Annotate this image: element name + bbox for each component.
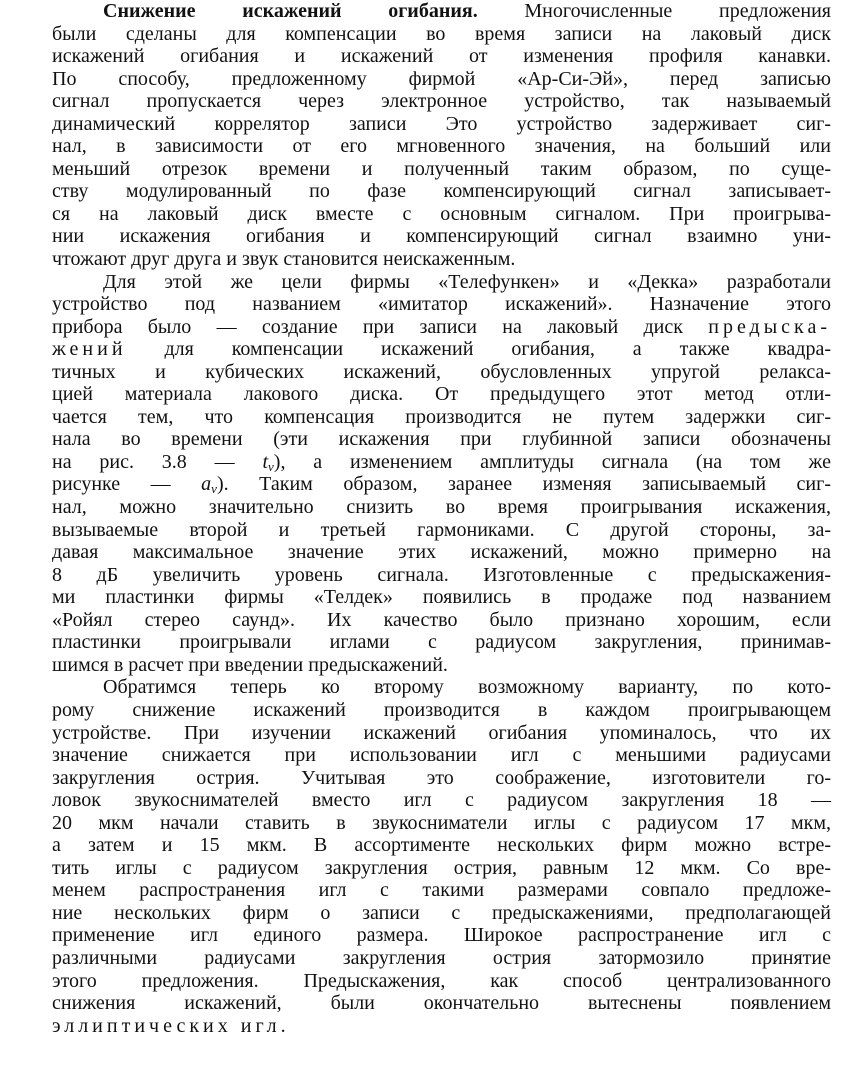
spaced-emphasis: предыска- bbox=[708, 315, 831, 338]
text-line: тить иглы с радиусом закругления острия, равным 12 мкм. Со вре- bbox=[52, 856, 831, 879]
text-line: «Ройял стерео саунд». Их качество было признано хорошим, если bbox=[52, 608, 831, 631]
text-line: жений для компенсации искажений огибания, а также квадра- bbox=[52, 338, 831, 361]
text-line: различными радиусами закругления острия затормозило принятие bbox=[52, 946, 831, 969]
paragraph-3 bbox=[52, 676, 831, 1037]
math-subscript: v bbox=[211, 481, 217, 497]
text-line: устройство под названием «имитатор искажений». Назначение этого bbox=[52, 293, 831, 316]
text-line: ние нескольких фирм о записи с предыскажениями, предполагающей bbox=[52, 901, 831, 924]
text-line: ству модулированный по фазе компенсирующий сигнал записывает- bbox=[52, 180, 831, 203]
text-line: По способу, предложенному фирмой «Ар-Си-Эй», перед записью bbox=[52, 67, 831, 90]
text-line: тичных и кубических искажений, обусловленных упругой релакса- bbox=[52, 360, 831, 383]
document-page bbox=[52, 0, 831, 1037]
text-line: менем распространения игл с такими размерами совпало предложе- bbox=[52, 879, 831, 902]
text-line: нала во времени (эти искажения при глубинной записи обозначены bbox=[52, 428, 831, 451]
text-line: 20 мкм начали ставить в звукосниматели иглы с радиусом 17 мкм, bbox=[52, 811, 831, 834]
math-symbol: a bbox=[201, 473, 212, 496]
text-line: на рис. 3.8 — $t_v$), а изменением амплитуды сигнала (на том же bbox=[52, 450, 831, 474]
text-line: а затем и 15 мкм. В ассортименте нескольких фирм можно встре- bbox=[52, 834, 831, 857]
section-heading: Снижение искажений огибания. bbox=[103, 0, 478, 22]
math-symbol: t bbox=[262, 450, 268, 473]
text-line: прибора было — создание при записи на лаковый диск предыска- bbox=[52, 315, 831, 338]
text-line: вызываемые второй и третьей гармониками. С другой стороны, за- bbox=[52, 518, 831, 541]
text-line: ся на лаковый диск вместе с основным сигналом. При проигрыва- bbox=[52, 202, 831, 225]
text-line: сигнал пропускается через электронное устройство, так называемый bbox=[52, 90, 831, 113]
text-line: устройстве. При изучении искажений огибания упоминалось, что их bbox=[52, 721, 831, 744]
text-line: 8 дБ увеличить уровень сигнала. Изготовленные с предыскажения- bbox=[52, 563, 831, 586]
text-line: этого предложения. Предыскажения, как способ централизованного bbox=[52, 969, 831, 992]
text-line: шимся в расчет при введении предыскажений. bbox=[52, 653, 448, 676]
math-subscript: v bbox=[268, 458, 274, 474]
text-line: эллиптических игл. bbox=[52, 1014, 290, 1037]
text-line: ловок звукоснимателей вместо игл с радиусом закругления 18 — bbox=[52, 789, 831, 812]
text-line: нии искажения огибания и компенсирующий сигнал взаимно уни- bbox=[52, 225, 831, 248]
text-line: нал, можно значительно снизить во время проигрывания искажения, bbox=[52, 496, 831, 519]
text-line: нал, в зависимости от его мгновенного значения, на больший или bbox=[52, 135, 831, 158]
paragraph-2 bbox=[52, 271, 831, 677]
text-line: значение снижается при использовании игл с меньшими радиусами bbox=[52, 744, 831, 767]
text-line: были сделаны для компенсации во время записи на лаковый диск bbox=[52, 22, 831, 45]
text-line: цией материала лакового диска. От предыдущего этот метод отли- bbox=[52, 383, 831, 406]
text-line: чтожают друг друга и звук становится неискаженным. bbox=[52, 248, 516, 271]
text-line: Снижение искажений огибания. Многочисленные предложения bbox=[103, 0, 831, 22]
text-line: рисунке — $a_v$). Таким образом, заранее изменяя записываемый сиг- bbox=[52, 473, 831, 497]
text-line: закругления острия. Учитывая это соображение, изготовители го- bbox=[52, 766, 831, 789]
text-line: Для этой же цели фирмы «Телефункен» и «Декка» разработали bbox=[103, 270, 831, 293]
spaced-emphasis: жений bbox=[52, 338, 127, 361]
text-line: меньший отрезок времени и полученный таким образом, по суще- bbox=[52, 157, 831, 180]
paragraph-1 bbox=[52, 0, 831, 271]
text-line: Обратимся теперь ко второму возможному варианту, по кото- bbox=[103, 676, 831, 699]
text-line: чается тем, что компенсация производится не путем задержки сиг- bbox=[52, 405, 831, 428]
text-line: ми пластинки фирмы «Телдек» появились в продаже под названием bbox=[52, 586, 831, 609]
text-line: рому снижение искажений производится в каждом проигрывающем bbox=[52, 698, 831, 721]
text-line: искажений огибания и искажений от изменения профиля канавки. bbox=[52, 45, 831, 68]
text-line: динамический коррелятор записи Это устройство задерживает сиг- bbox=[52, 112, 831, 135]
text-line: снижения искажений, были окончательно вытеснены появлением bbox=[52, 992, 831, 1015]
text-line: давая максимальное значение этих искажений, можно примерно на bbox=[52, 541, 831, 564]
text-line: пластинки проигрывали иглами с радиусом закругления, принимав- bbox=[52, 631, 831, 654]
text-line: применение игл единого размера. Широкое распространение игл с bbox=[52, 924, 831, 947]
